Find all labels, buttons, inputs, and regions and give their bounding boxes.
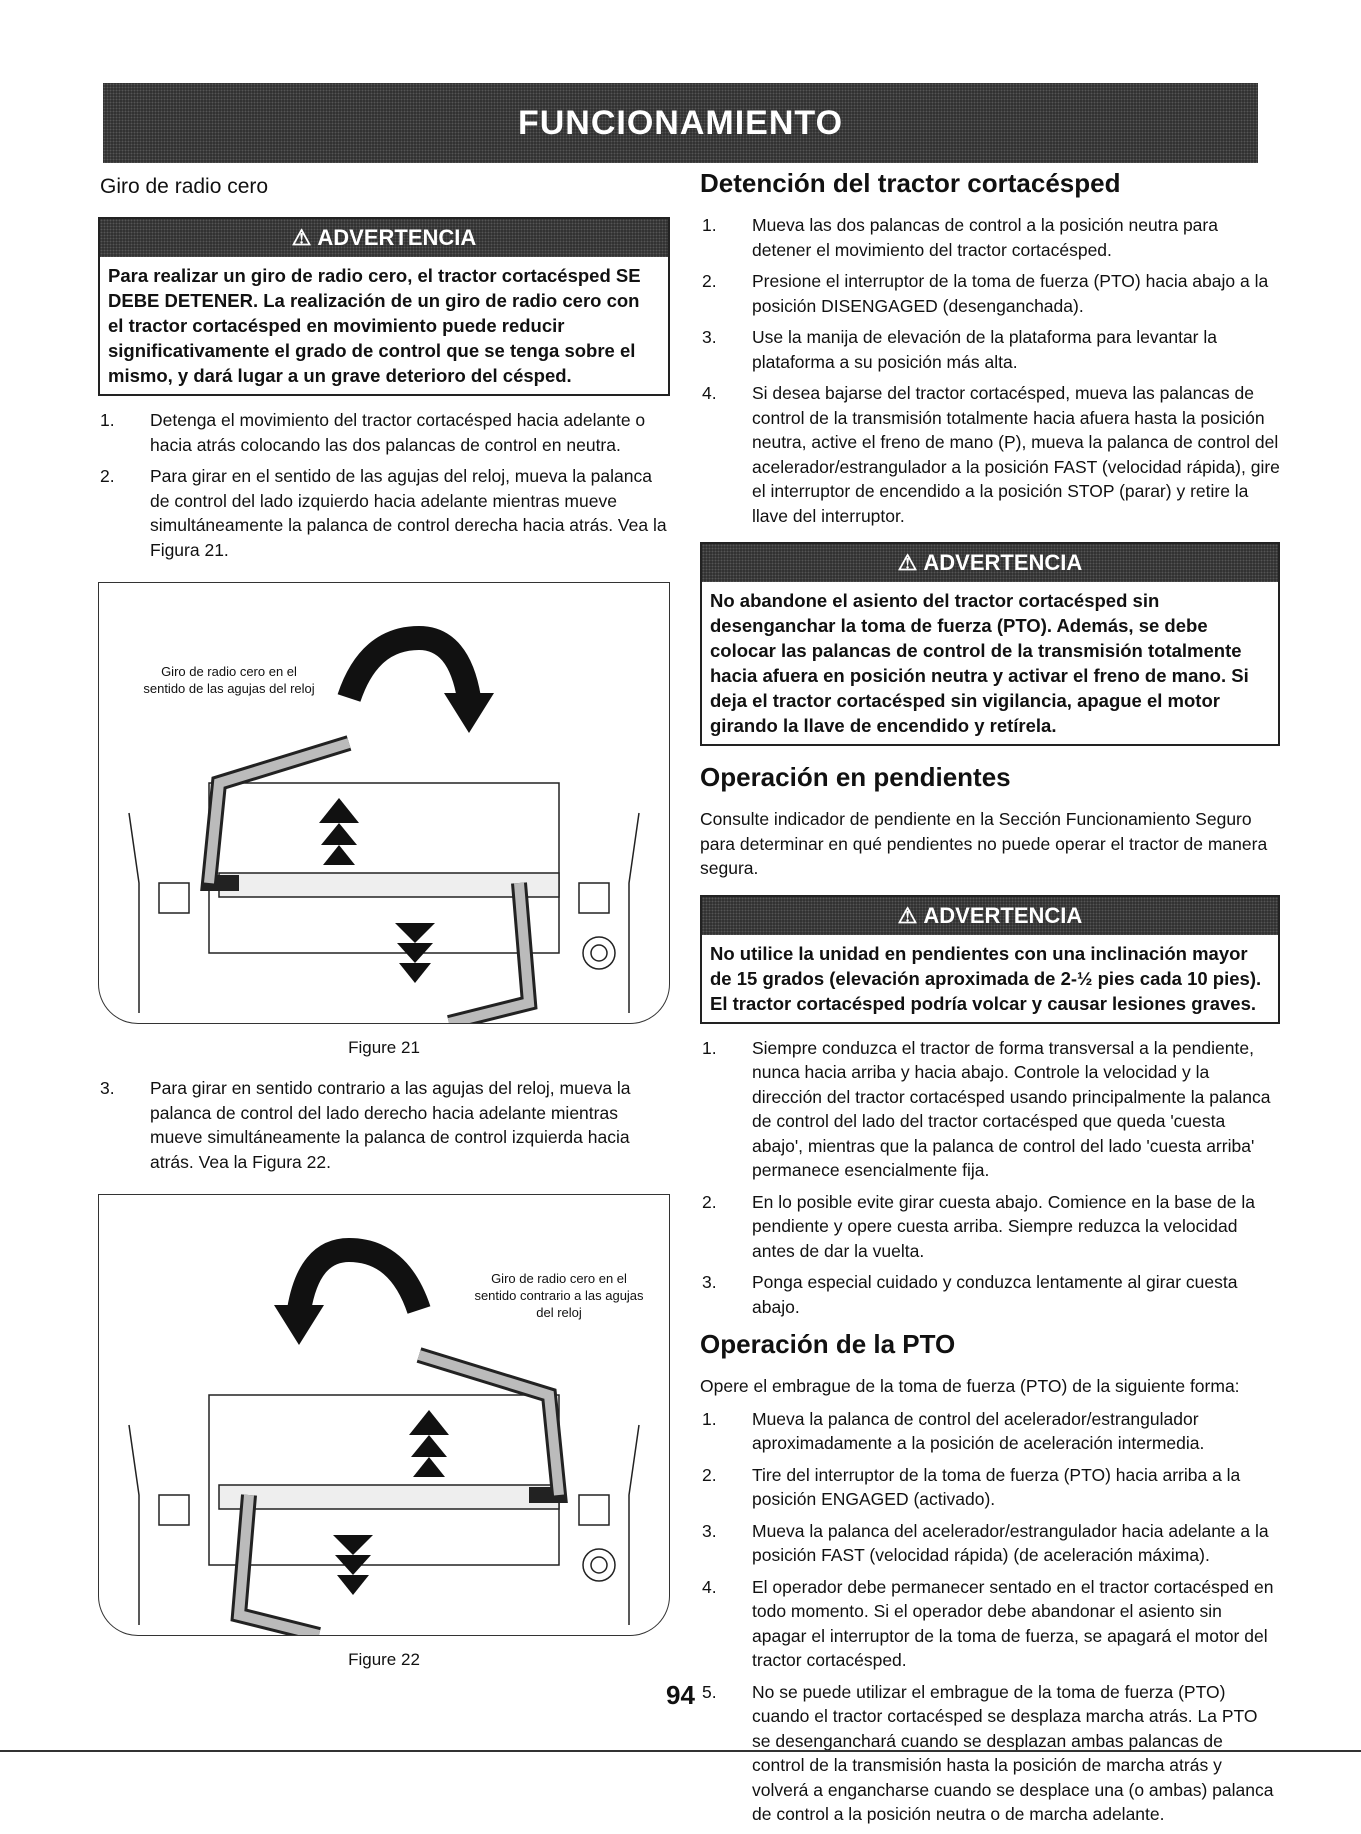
step-number: 1. [702, 1037, 717, 1058]
step-text: Mueva la palanca de control del acelerador/estrangulador aproximadamente a la posición de aceleración intermedia. [752, 1408, 1205, 1453]
step-text: Si desea bajarse del tractor cortacésped, mueva las palancas de control de la transmisión totalmente hacia afuera hasta la posición neutra, active el freno de mano (P), mueva la palanca de control del acelerador/estrangulador a la posición FAST (velocidad rápida), gire el interruptor de encendido a la posición STOP (parar) y retire la llave del interruptor. [752, 383, 1280, 526]
step-number: 3. [702, 327, 717, 347]
step-number: 5. [702, 1681, 717, 1702]
warning-box [700, 895, 1280, 1024]
list-item [700, 381, 1280, 528]
tractor-controls-diagram-cw [99, 583, 669, 1023]
step-number: 1. [702, 215, 717, 235]
step-text: El operador debe permanecer sentado en el tractor cortacésped en todo momento. Si el operador debe abandonar el asiento sin apagar el interruptor de la toma de fuerza, se apagará el motor del tractor cortacésped. [752, 1576, 1274, 1670]
list-item [700, 1190, 1280, 1264]
list-item [700, 325, 1280, 374]
step-number: 2. [702, 1464, 717, 1485]
section-heading: Detención del tractor cortacésped [700, 168, 1121, 198]
figure-21 [98, 582, 670, 1024]
warning-text: No utilice la unidad en pendientes con una inclinación mayor de 15 grados (elevación aproximada de 2-½ pies cada 10 pies). El tractor cortacésped podría volcar y causar lesiones graves. [710, 942, 1262, 1014]
warning-label: ADVERTENCIA [923, 902, 1083, 928]
figure-label: Giro de radio cero en el sentido contrario a las agujas del reloj [474, 1271, 644, 1320]
step-text: Tire del interruptor de la toma de fuerza (PTO) hacia arriba a la posición ENGAGED (activado). [752, 1464, 1241, 1509]
section-intro: Consulte indicador de pendiente en la Sección Funcionamiento Seguro para determinar en qué pendientes no puede operar el tractor de manera segura. [700, 809, 1268, 878]
step-text: Mueva las dos palancas de control a la posición neutra para detener el movimiento del tractor cortacésped. [752, 215, 1218, 260]
list-item [700, 1036, 1280, 1183]
warning-text: Para realizar un giro de radio cero, el tractor cortacésped SE DEBE DETENER. La realización de un giro de radio cero con el tractor cortacésped en movimiento puede reducir significativamente el grado de control que se tenga sobre el mismo, y dará lugar a un grave deterioro del césped. [108, 265, 641, 386]
step-text: Siempre conduzca el tractor de forma transversal a la pendiente, nunca hacia arriba y hacia abajo. Controle la velocidad y la dirección del tractor cortacésped usando principalmente la palanca de control del lado del tractor cortacésped que queda 'cuesta abajo', mientras que la palanca de control del lado 'cuesta arriba' permanece esencialmente fija. [752, 1037, 1271, 1180]
figure-caption: Figure 22 [348, 1650, 420, 1669]
step-list [700, 213, 1280, 528]
warning-triangle-icon: ⚠ [897, 550, 918, 575]
step-text: Detenga el movimiento del tractor cortacésped hacia adelante o hacia atrás colocando las dos palancas de control en neutra. [150, 410, 646, 455]
list-item [700, 1270, 1280, 1319]
step-number: 3. [100, 1078, 115, 1098]
warning-triangle-icon: ⚠ [897, 902, 918, 928]
section-heading: Operación de la PTO [700, 1329, 956, 1359]
step-text: Presione el interruptor de la toma de fuerza (PTO) hacia abajo a la posición DISENGAGED (desenganchada). [752, 271, 1269, 316]
warning-text: No abandone el asiento del tractor cortacésped sin desenganchar la toma de fuerza (PTO). Además, se debe colocar las palancas de control de la transmisión totalmente hacia afuera en posición neutra y activar el freno de mano. Si deja el tractor cortacésped sin vigilancia, apague el motor girando la llave de encendido y retírela. [710, 590, 1249, 736]
step-text: Mueva la palanca del acelerador/estrangulador hacia adelante a la posición FAST (velocidad rápida) (de aceleración máxima). [752, 1520, 1269, 1565]
page-title: FUNCIONAMIENTO [517, 103, 844, 142]
step-number: 2. [100, 466, 115, 486]
tractor-controls-diagram-ccw [99, 1195, 669, 1635]
step-list [700, 1407, 1280, 1827]
right-column [700, 168, 1280, 1834]
list-item [700, 1463, 1280, 1512]
step-list [98, 408, 670, 562]
page-header-banner [103, 83, 1258, 163]
step-text: En lo posible evite girar cuesta abajo. Comience en la base de la pendiente y opere cuesta arriba. Siempre reduzca la velocidad antes de dar la vuelta. [752, 1191, 1255, 1261]
section-subtitle: Giro de radio cero [100, 175, 269, 198]
page-number: 94 [666, 1680, 695, 1710]
warning-header [702, 897, 1278, 935]
section-heading: Operación en pendientes [700, 762, 1011, 792]
figure-caption: Figure 21 [348, 1038, 420, 1057]
list-item [98, 464, 670, 562]
list-item [700, 1407, 1280, 1456]
warning-label: ADVERTENCIA [923, 550, 1083, 575]
warning-label: ADVERTENCIA [317, 225, 477, 250]
step-text: Para girar en sentido contrario a las agujas del reloj, mueva la palanca de control del lado derecho hacia adelante mientras mueve simultáneamente la palanca de control izquierda hacia atrás. Vea la Figura 22. [150, 1078, 631, 1172]
list-item [700, 269, 1280, 318]
step-list [98, 1076, 670, 1174]
step-number: 1. [702, 1408, 717, 1429]
bottom-rule [0, 1750, 1361, 1752]
step-number: 2. [702, 1191, 717, 1212]
step-number: 4. [702, 383, 717, 403]
warning-box [700, 542, 1280, 746]
section-intro: Opere el embrague de la toma de fuerza (PTO) de la siguiente forma: [700, 1376, 1240, 1396]
warning-box [98, 217, 670, 396]
list-item [700, 213, 1280, 262]
step-text: No se puede utilizar el embrague de la toma de fuerza (PTO) cuando el tractor cortacésped se desplaza marcha atrás. La PTO se desenganchará cuando se desplazan ambas palancas de control de la transmisión hasta la posición de marcha atrás y volverá a engancharse cuando se desplace una (o ambas) palanca de control a la posición neutra o de marcha adelante. [752, 1681, 1274, 1824]
step-number: 3. [702, 1272, 717, 1292]
list-item [98, 1076, 670, 1174]
warning-header [100, 219, 668, 257]
warning-triangle-icon: ⚠ [291, 225, 312, 250]
list-item [700, 1519, 1280, 1568]
list-item [700, 1575, 1280, 1673]
step-text: Ponga especial cuidado y conduzca lentamente al girar cuesta abajo. [752, 1272, 1238, 1317]
figure-label: Giro de radio cero en el sentido de las agujas del reloj [143, 664, 315, 696]
step-text: Use la manija de elevación de la plataforma para levantar la plataforma a su posición más alta. [752, 327, 1217, 372]
list-item [98, 408, 670, 457]
step-number: 3. [702, 1520, 717, 1541]
step-number: 4. [702, 1576, 717, 1597]
step-number: 2. [702, 271, 717, 291]
step-number: 1. [100, 410, 115, 430]
left-column [98, 175, 670, 1688]
step-list [700, 1036, 1280, 1320]
warning-header [702, 544, 1278, 582]
figure-22 [98, 1194, 670, 1636]
step-text: Para girar en el sentido de las agujas del reloj, mueva la palanca de control del lado izquierdo hacia adelante mientras mueve simultáneamente la palanca de control derecha hacia atrás. Vea la Figura 21. [150, 466, 667, 560]
